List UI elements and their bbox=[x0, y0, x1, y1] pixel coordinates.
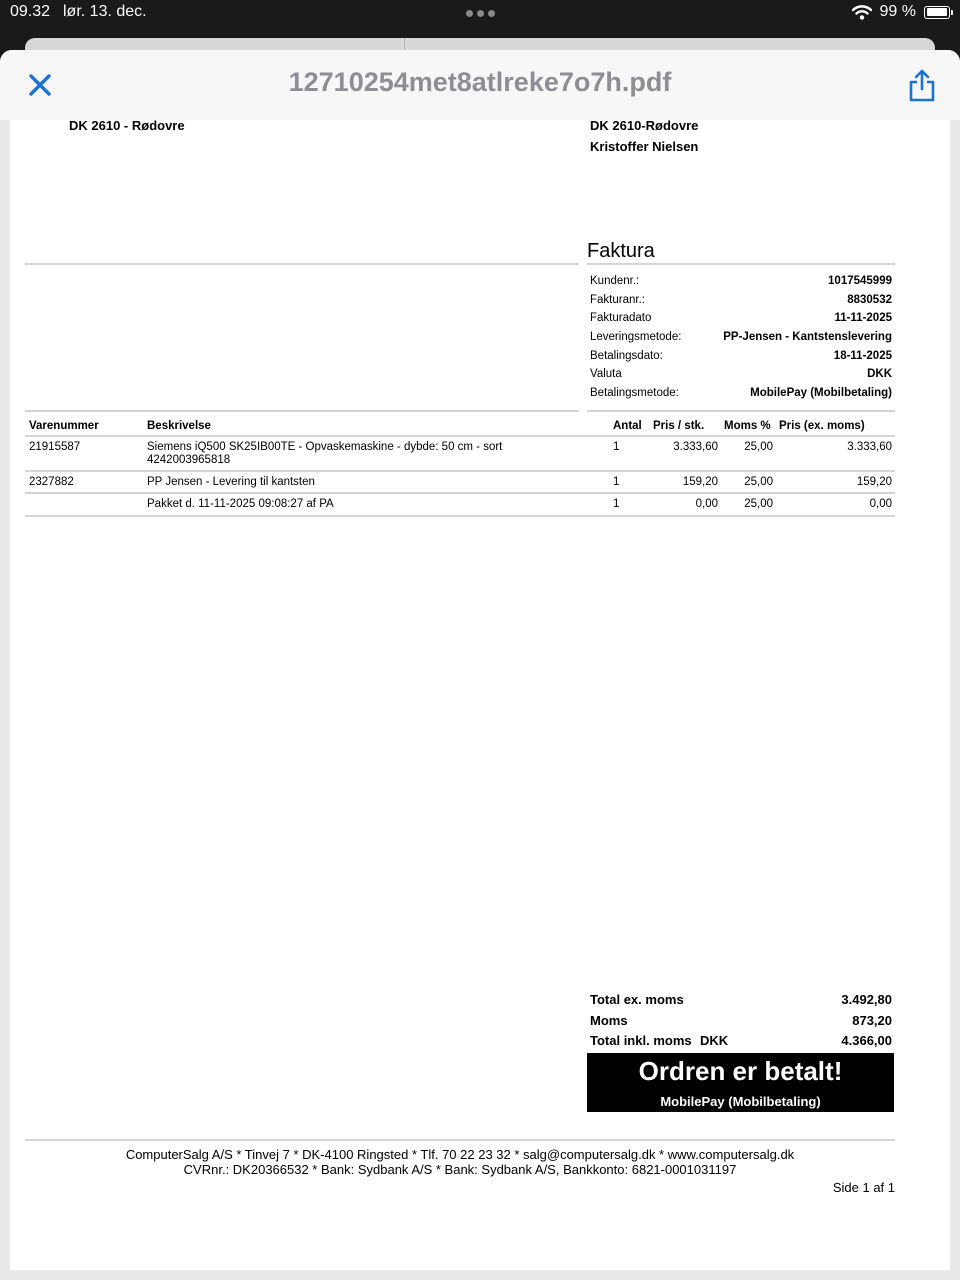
total-incl-vat-label: Total inkl. moms bbox=[590, 1033, 692, 1048]
column-header: Pris / stk. bbox=[653, 420, 705, 432]
footer-bank-info: CVRnr.: DK20366532 * Bank: Sydbank A/S * Bank: Sydbank A/S, Bankkonto: 6821-0001031197 bbox=[183, 1162, 737, 1177]
page-number: Side 1 af 1 bbox=[832, 1180, 895, 1195]
detail-value: 11-11-2025 bbox=[834, 312, 892, 324]
cell-qty: 1 bbox=[613, 441, 620, 453]
status-bar bbox=[0, 0, 960, 26]
column-header: Moms % bbox=[724, 420, 771, 432]
viewer-header bbox=[0, 50, 960, 120]
column-header: Antal bbox=[613, 420, 642, 432]
cell-vat-pct: 25,00 bbox=[744, 498, 773, 510]
cell-item-no: 2327882 bbox=[29, 476, 74, 488]
cell-description-ean: 4242003965818 bbox=[147, 454, 231, 466]
paid-banner-title: Ordren er betalt! bbox=[638, 1056, 843, 1086]
detail-label: Betalingsmetode: bbox=[590, 387, 679, 399]
divider bbox=[25, 263, 579, 265]
total-currency: DKK bbox=[700, 1033, 729, 1048]
total-incl-vat-value: 4.366,00 bbox=[841, 1033, 892, 1048]
cell-qty: 1 bbox=[613, 476, 620, 488]
vat-value: 873,20 bbox=[852, 1013, 892, 1028]
cell-unit-price: 159,20 bbox=[682, 476, 718, 488]
detail-value: MobilePay (Mobilbetaling) bbox=[750, 387, 892, 399]
cell-unit-price: 0,00 bbox=[695, 498, 718, 510]
detail-value: 1017545999 bbox=[828, 275, 892, 287]
detail-label: Valuta bbox=[590, 368, 622, 380]
battery-icon bbox=[924, 6, 950, 19]
divider bbox=[25, 435, 895, 437]
cell-description: PP Jensen - Levering til kantsten bbox=[147, 476, 315, 488]
wifi-icon bbox=[852, 5, 872, 20]
cell-qty: 1 bbox=[613, 498, 620, 510]
footer-company-info: ComputerSalg A/S * Tinvej 7 * DK-4100 Ringsted * Tlf. 70 22 23 32 * salg@computersalg.dk * www.computersalg.dk bbox=[125, 1147, 795, 1162]
cell-description: Siemens iQ500 SK25IB00TE - Opvaskemaskine - dybde: 50 cm - sort bbox=[147, 441, 503, 453]
detail-value: PP-Jensen - Kantstenslevering bbox=[723, 331, 892, 343]
cell-price-ex-vat: 0,00 bbox=[869, 498, 892, 510]
column-header: Pris (ex. moms) bbox=[779, 420, 865, 432]
divider bbox=[587, 263, 895, 265]
recipient-city: DK 2610-Rødovre bbox=[590, 118, 699, 133]
cell-price-ex-vat: 159,20 bbox=[856, 476, 892, 488]
detail-value: 8830532 bbox=[847, 294, 892, 306]
cell-description: Pakket d. 11-11-2025 09:08:27 af PA bbox=[147, 498, 334, 510]
recipient-name: Kristoffer Nielsen bbox=[590, 139, 699, 154]
pdf-viewer-sheet bbox=[0, 50, 960, 1280]
divider bbox=[25, 492, 895, 494]
divider bbox=[25, 1139, 895, 1141]
battery-percent: 99 % bbox=[879, 3, 916, 20]
cell-price-ex-vat: 3.333,60 bbox=[847, 441, 892, 453]
status-date: lør. 13. dec. bbox=[63, 3, 147, 20]
detail-value: DKK bbox=[867, 368, 892, 380]
divider bbox=[25, 515, 895, 517]
detail-label: Leveringsmetode: bbox=[590, 331, 682, 343]
divider bbox=[25, 470, 895, 472]
paid-banner-method: MobilePay (Mobilbetaling) bbox=[660, 1094, 821, 1109]
detail-label: Fakturanr.: bbox=[590, 294, 645, 306]
cell-vat-pct: 25,00 bbox=[744, 476, 773, 488]
total-ex-vat-value: 3.492,80 bbox=[841, 992, 892, 1007]
detail-label: Kundenr.: bbox=[590, 275, 640, 287]
detail-label: Fakturadato bbox=[590, 312, 652, 324]
divider bbox=[25, 410, 579, 412]
cell-item-no: 21915587 bbox=[29, 441, 81, 453]
paid-banner bbox=[587, 1053, 894, 1112]
share-icon[interactable] bbox=[908, 68, 936, 102]
detail-label: Betalingsdato: bbox=[590, 350, 663, 362]
status-time: 09.32 bbox=[10, 3, 51, 20]
cell-vat-pct: 25,00 bbox=[744, 441, 773, 453]
divider bbox=[587, 410, 895, 412]
invoice-page bbox=[10, 120, 950, 1270]
column-header: Varenummer bbox=[29, 420, 99, 432]
invoice-heading: Faktura bbox=[587, 240, 655, 262]
sender-address: DK 2610 - Rødovre bbox=[69, 118, 185, 133]
detail-value: 18-11-2025 bbox=[833, 350, 892, 362]
column-header: Beskrivelse bbox=[147, 420, 211, 432]
total-ex-vat-label: Total ex. moms bbox=[590, 992, 684, 1007]
multitasking-dots-icon[interactable] bbox=[466, 10, 495, 17]
document-title: 12710254met8atlreke7o7h.pdf bbox=[288, 67, 672, 97]
vat-label: Moms bbox=[590, 1013, 628, 1028]
cell-unit-price: 3.333,60 bbox=[673, 441, 718, 453]
